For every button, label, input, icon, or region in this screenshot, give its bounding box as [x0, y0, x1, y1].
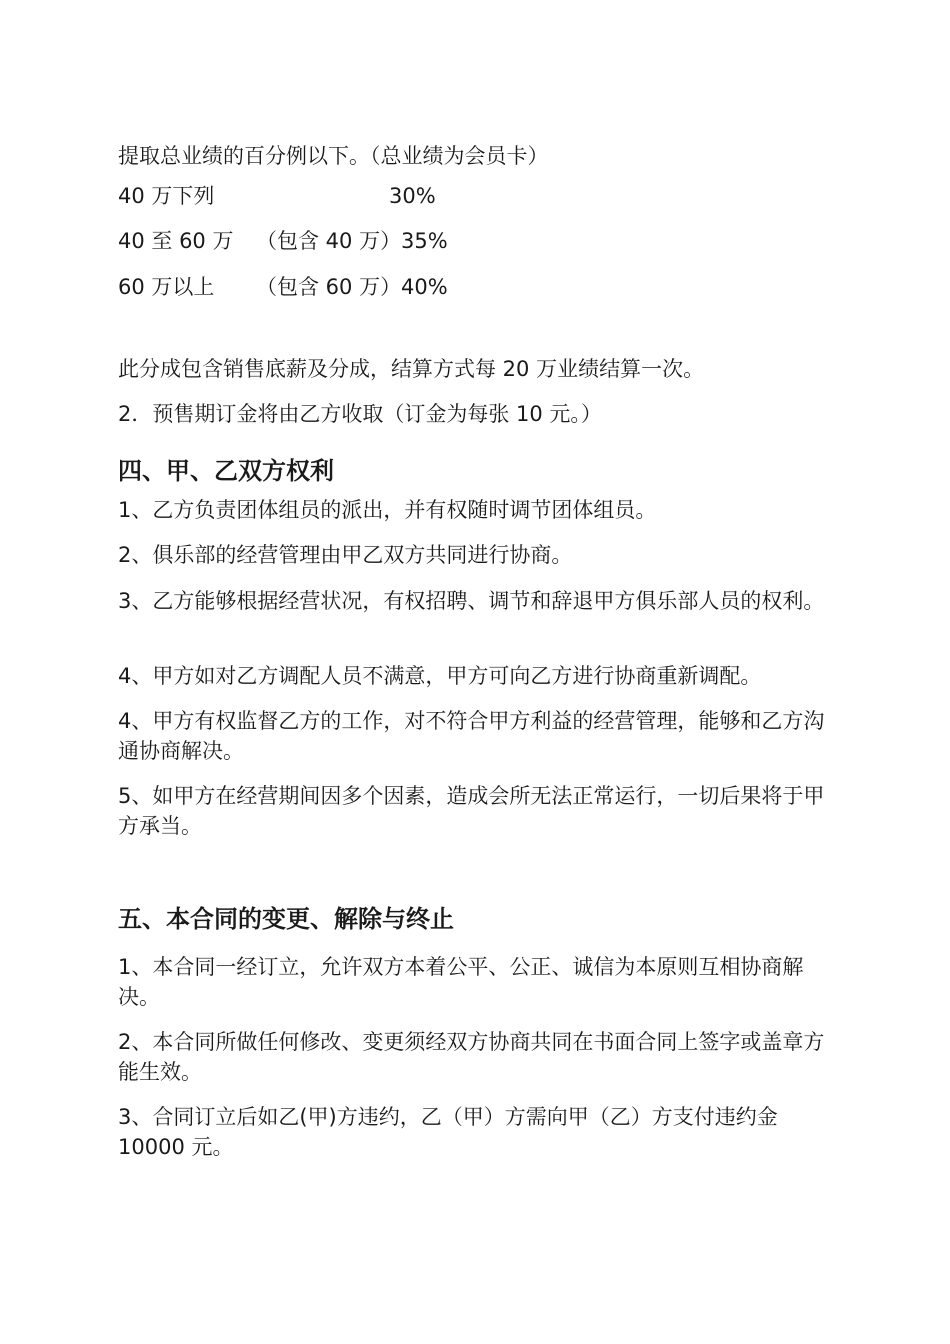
- intro-text: 提取总业绩的百分例以下。（总业绩为会员卡）: [118, 144, 549, 168]
- settlement-text: 此分成包含销售底薪及分成，结算方式每 20 万业绩结算一次。: [118, 357, 705, 381]
- tier-rate: 30%: [389, 184, 436, 208]
- tier-row: [118, 181, 436, 211]
- tier-range: 40 万下列: [118, 184, 215, 208]
- clause-item: 3、合同订立后如乙(甲)方违约，乙（甲）方需向甲（乙）方支付违约金 10000 元。: [118, 1105, 778, 1159]
- deposit-text: 2．预售期订金将由乙方收取（订金为每张 10 元。）: [118, 402, 602, 426]
- tier-range: 40 至 60 万: [118, 229, 234, 253]
- tier-note: （包含 40 万）: [256, 229, 402, 253]
- clause-item: 1、乙方负责团体组员的派出，并有权随时调节团体组员。: [118, 498, 657, 522]
- section-heading: 四、甲、乙双方权利: [118, 457, 334, 485]
- clause-item: 3、乙方能够根据经营状况，有权招聘、调节和辞退甲方俱乐部人员的权利。: [118, 589, 825, 613]
- clause-item: 1、本合同一经订立，允许双方本着公平、公正、诚信为本原则互相协商解决。: [118, 955, 804, 1009]
- section-heading: 五、本合同的变更、解除与终止: [118, 905, 454, 933]
- tier-row: [118, 226, 448, 256]
- tier-range: 60 万以上: [118, 275, 215, 299]
- tier-note: （包含 60 万）: [256, 275, 402, 299]
- clause-item: 4、甲方如对乙方调配人员不满意，甲方可向乙方进行协商重新调配。: [118, 664, 762, 688]
- tier-row: [118, 272, 448, 302]
- clause-item: 5、如甲方在经营期间因多个因素，造成会所无法正常运行，一切后果将于甲方承当。: [118, 784, 825, 838]
- tier-rate: 35%: [401, 229, 448, 253]
- clause-item: 4、甲方有权监督乙方的工作，对不符合甲方利益的经营管理，能够和乙方沟通协商解决。: [118, 709, 825, 763]
- clause-item: 2、本合同所做任何修改、变更须经双方协商共同在书面合同上签字或盖章方能生效。: [118, 1030, 825, 1084]
- clause-item: 2、俱乐部的经营管理由甲乙双方共同进行协商。: [118, 543, 573, 567]
- tier-rate: 40%: [401, 275, 448, 299]
